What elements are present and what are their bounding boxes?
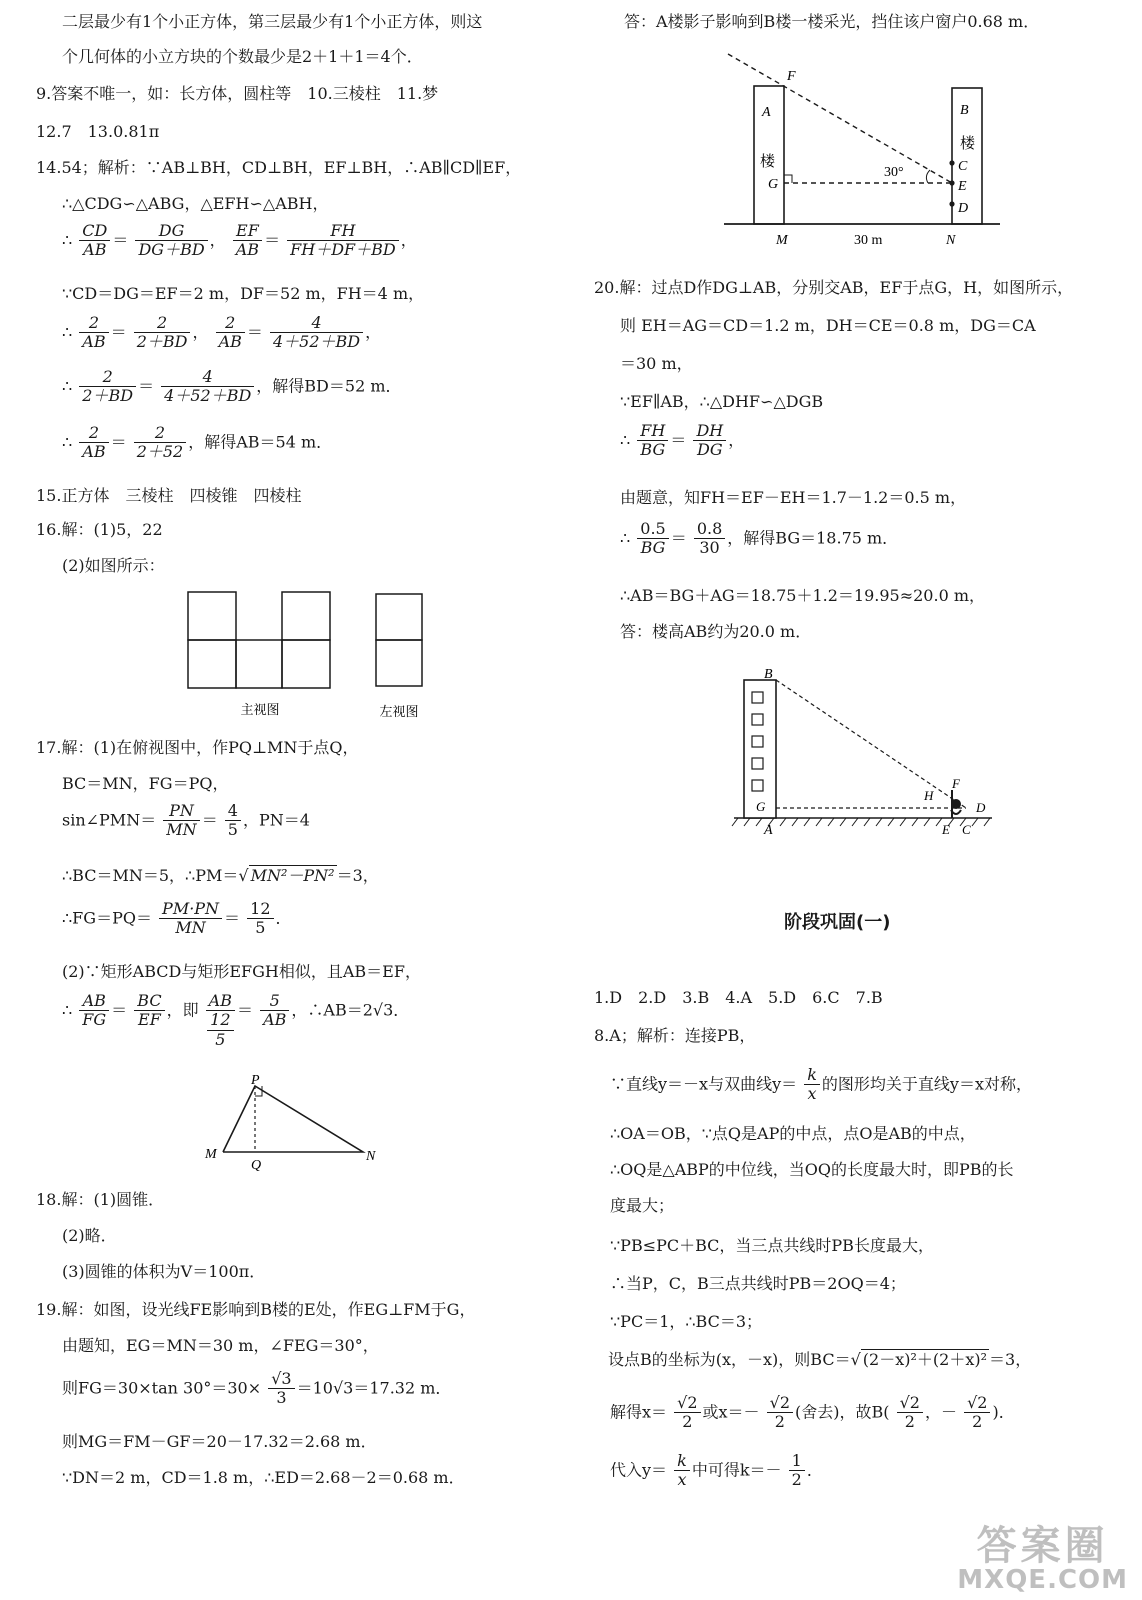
fraction-numerator: FH (287, 222, 399, 241)
label-h: H (924, 788, 934, 803)
fraction-denominator: AB (82, 442, 106, 462)
fraction-denominator: AB (82, 332, 106, 352)
label-n: N (946, 233, 956, 248)
q20-line9: 答：楼高AB约为20.0 m． (620, 622, 812, 641)
front-view-square (282, 592, 330, 640)
fraction-numerator: 0.5 (637, 520, 668, 539)
fraction-numerator: k (674, 1452, 690, 1471)
fraction-denominator: FG (82, 1010, 107, 1030)
triangle-pmn (223, 1086, 363, 1152)
front-view-square (188, 592, 236, 640)
q20-line5: ∴ $\frac{FH}{BG}$ ＝ $\frac{DH}{DG}$ ， (620, 421, 745, 460)
fraction-denominator: 2＋BD (136, 332, 188, 352)
q19-line2: 由题知，EG＝MN＝30 m，∠FEG＝30°， (62, 1336, 379, 1355)
q8-line10-mid2: (舍去)，故B( (795, 1402, 890, 1422)
label-a: A (764, 823, 773, 838)
fraction-denominator: MN (166, 820, 197, 840)
fraction-numerator: CD (79, 222, 110, 241)
fraction-numerator: √2 (767, 1394, 793, 1413)
label-c: C (958, 159, 968, 174)
fraction-numerator: 4 (225, 802, 241, 821)
fraction-denominator: DG＋BD (138, 240, 205, 260)
q18-line3: (3)圆锥的体积为V＝100π． (62, 1262, 266, 1281)
right-angle-mark (784, 175, 792, 183)
radicand: (2－x)²＋(2＋x)² (862, 1350, 988, 1369)
q14-line3: ∴ $\frac{CD}{AB}$ ＝ $\frac{DG}{DG+BD}$ ， $\frac{EF}{AB}$ ＝ $\frac{FH}{FH+DF+BD}$ ， (62, 221, 417, 260)
watermark-url: MXQE.COM (957, 1564, 1128, 1595)
fraction-denominator: 5 (255, 918, 266, 938)
label-g: G (756, 799, 766, 814)
q17-line4-prefix: ∴BC＝MN＝5，∴PM＝ (62, 866, 239, 885)
q17-line4: ∴BC＝MN＝5，∴PM＝√ MN²－PN² ＝3， (62, 866, 379, 885)
front-view-square (282, 640, 330, 688)
side-view-label: 左视图 (379, 704, 419, 719)
watermark (957, 1522, 1128, 1595)
q19-line3-tail: ＝10√3＝17.32 m． (296, 1378, 452, 1398)
q17-line3-prefix: sin∠PMN＝ (62, 810, 157, 830)
q17-line3-tail: ，PN＝4 (242, 810, 310, 830)
fraction-numerator: 12 (247, 900, 273, 919)
fraction-denominator: AB (235, 240, 260, 260)
q8-solution-line6: ∵PB≤PC＋BC，当三点共线时PB长度最大， (610, 1236, 934, 1255)
q8-line9-tail: ＝3， (989, 1350, 1032, 1369)
q8-solution-line5: 度最大； (610, 1196, 675, 1215)
q17-line7-tail: ，∴AB＝2√3． (291, 1000, 410, 1020)
label-m: M (205, 1147, 217, 1162)
fraction-denominator: 2 (972, 1412, 983, 1432)
fraction-denominator: EF (138, 1010, 161, 1030)
fraction-numerator: 2 (79, 314, 108, 333)
point-d (949, 201, 954, 206)
q17-line6: (2)∵矩形ABCD与矩形EFGH相似，且AB＝EF， (62, 962, 421, 981)
fraction-numerator: EF (233, 222, 262, 241)
fraction-numerator: 2 (134, 314, 191, 333)
radicand: MN²－PN² (250, 866, 335, 885)
q18-line2: (2)略． (62, 1226, 117, 1245)
fraction-numerator: 4 (161, 368, 254, 387)
q20-line7: ∴ $\frac{0.5}{BG}$ ＝ $\frac{0.8}{30}$ ，解得BG＝18.75 m． (620, 519, 899, 558)
q8-line2-tail: 的图形均关于直线y＝x对称， (821, 1074, 1032, 1094)
q8-line2: 个几何体的小立方块的个数最少是2＋1＋1＝4个． (62, 47, 423, 66)
q20-line6: 由题意，知FH＝EF－EH＝1.7－1.2＝0.5 m， (620, 488, 967, 507)
fraction-denominator: 2 (904, 1412, 915, 1432)
q16-views-figure (180, 588, 440, 723)
q17-line7-mid: ，即 (166, 1000, 199, 1020)
front-view-square (236, 640, 282, 688)
q17-line5-prefix: ∴FG＝PQ＝ (62, 908, 152, 928)
fraction-denominator: AB (83, 240, 107, 260)
q20-line8: ∴AB＝BG＋AG＝18.75＋1.2＝19.95≈20.0 m， (620, 586, 986, 605)
q16-line2: (2)如图所示： (62, 556, 165, 575)
q8-solution-line3: ∴OA＝OB，∵点Q是AP的中点，点O是AB的中点， (610, 1124, 976, 1143)
label-a: A (762, 105, 771, 120)
q17-line4-tail: ＝3， (336, 866, 379, 885)
q14-line7: ∴ $\frac{2}{AB}$ ＝ $\frac{2}{2+52}$ ，解得AB＝54 m． (62, 423, 333, 462)
label-m: M (776, 233, 788, 248)
fraction-denominator: AB (263, 1010, 287, 1030)
fraction-numerator: 0.8 (694, 520, 725, 539)
q19-line3-prefix: 则FG＝30×tan 30°＝30× (62, 1378, 262, 1398)
q14-line2: ∴△CDG∽△ABG，△EFH∽△ABH， (62, 194, 329, 213)
fraction-numerator: BC (134, 992, 164, 1011)
fraction-denominator: BG (640, 440, 666, 460)
fraction-denominator: 30 (699, 538, 720, 558)
fraction-denominator: 2 (791, 1470, 802, 1490)
q20-building-figure (730, 664, 1000, 844)
label-g: G (768, 177, 779, 192)
side-view-square (376, 594, 422, 640)
q8-line10-tail: )． (992, 1402, 1015, 1422)
label-f: F (787, 69, 796, 84)
q19-line5: ∵DN＝2 m，CD＝1.8 m，∴ED＝2.68－2＝0.68 m． (62, 1468, 465, 1487)
fraction-denominator: 2＋BD (82, 386, 134, 406)
fraction-denominator: x (807, 1084, 817, 1104)
fraction-denominator: 2 (774, 1412, 785, 1432)
side-view-square (376, 640, 422, 686)
fraction-numerator: √2 (674, 1394, 700, 1413)
fraction-numerator: AB (79, 992, 109, 1011)
multiple-choice-answers: 1.D 2.D 3.B 4.A 5.D 6.C 7.B (594, 988, 883, 1007)
q17-line2: BC＝MN，FG＝PQ， (62, 774, 229, 793)
building-ab (744, 680, 776, 818)
fraction-denominator: 4＋52＋BD (164, 386, 252, 406)
fraction-numerator: DH (693, 422, 726, 441)
fraction-numerator: AB (206, 992, 235, 1011)
q8-line2-prefix: ∵直线y＝－x与双曲线y＝ (610, 1074, 798, 1094)
front-view-square (188, 640, 236, 688)
fraction-denominator: AB (218, 332, 242, 352)
q8-solution-line1: 8.A；解析：连接PB， (594, 1026, 756, 1045)
q8-solution-line8: ∵PC＝1，∴BC＝3； (610, 1312, 763, 1331)
fraction-numerator: √3 (268, 1370, 294, 1389)
label-lou-a: 楼 (760, 154, 776, 170)
q19-line4: 则MG＝FM－GF＝20－17.32＝2.68 m． (62, 1432, 377, 1451)
fraction-denominator: x (677, 1470, 687, 1490)
fraction-numerator: FH (637, 422, 668, 441)
q20-line1: 20.解：过点D作DG⊥AB，分别交AB，EF于点G，H，如图所示， (594, 278, 1074, 297)
fraction-denominator: 2 (682, 1412, 693, 1432)
q8-line11-mid: 中可得k＝－ (691, 1460, 782, 1480)
label-p: P (251, 1073, 260, 1088)
label-distance: 30 m (854, 233, 883, 248)
q8-solution-line11: 代入y＝ $\frac{k}{x}$ 中可得k＝－ $\frac{1}{2}$ ． (610, 1451, 823, 1490)
label-angle: 30° (884, 165, 904, 180)
q14-line7-tail: ，解得AB＝54 m． (188, 432, 333, 452)
label-e: E (942, 822, 950, 837)
fraction-numerator: 2 (216, 314, 245, 333)
q14-line1: 14.54；解析：∵AB⊥BH，CD⊥BH，EF⊥BH，∴AB∥CD∥EF， (36, 158, 522, 177)
fraction-denominator: 2＋52 (136, 442, 184, 462)
label-f: F (952, 776, 960, 791)
label-e: E (958, 179, 967, 194)
q14-line6-tail: ，解得BD＝52 m． (256, 376, 402, 396)
fraction-denominator: DG (697, 440, 723, 460)
fraction-denominator: MN (175, 918, 206, 938)
section-title: 阶段巩固(一) (784, 912, 891, 933)
fraction-numerator: 4 (270, 314, 363, 333)
q8-line10-mid3: ，－ (924, 1402, 957, 1422)
fraction-numerator: 2 (134, 424, 187, 443)
fraction-denominator: 5 (215, 1029, 226, 1049)
fraction-numerator: 1 (789, 1452, 805, 1471)
fraction-numerator: √2 (964, 1394, 990, 1413)
fraction-denominator: FH＋DF＋BD (290, 240, 396, 260)
q8-solution-line10 (610, 1394, 1015, 1432)
q8-line9-prefix: 设点B的坐标为(x，－x)，则BC＝ (608, 1350, 851, 1369)
q14-line4: ∵CD＝DG＝EF＝2 m，DF＝52 m，FH＝4 m， (62, 284, 425, 303)
label-d: D (976, 800, 986, 815)
label-q: Q (251, 1158, 262, 1172)
q8-solution-line7: ∴当P，C，B三点共线时PB＝2OQ＝4； (610, 1274, 906, 1293)
q20-line3: ＝30 m， (620, 354, 693, 373)
q17-triangle-figure (195, 1072, 395, 1172)
label-d: D (958, 201, 969, 216)
observer-icon (951, 810, 961, 814)
q14-line5: ∴ $\frac{2}{AB}$ ＝ $\frac{2}{2+BD}$ ， $\frac{2}{AB}$ ＝ $\frac{4}{4+52+BD}$ ， (62, 313, 382, 352)
label-b: B (764, 667, 773, 682)
q17-line5: ∴FG＝PQ＝ $\frac{PM\cdot PN}{MN}$ ＝ $\frac{12}{5}$ ． (62, 899, 292, 938)
q15-answer: 15.正方体 三棱柱 四棱锥 四棱柱 (36, 486, 302, 505)
fraction-denominator: 3 (276, 1388, 287, 1408)
point-e (949, 180, 954, 185)
watermark-logo: 答案圈 (976, 1522, 1109, 1569)
q20-line4: ∵EF∥AB，∴△DHF∽△DGB (620, 392, 824, 411)
q19-line3 (62, 1370, 451, 1408)
fraction-numerator: 12 (207, 1011, 233, 1030)
q16-line1: 16.解：(1)5，22 (36, 520, 163, 539)
label-n: N (366, 1149, 376, 1164)
fraction-numerator: √2 (897, 1394, 923, 1413)
q8-solution-line2 (610, 1066, 1032, 1104)
fraction-numerator: PN (163, 802, 199, 821)
fraction-denominator: BG (640, 538, 666, 558)
observer-icon (951, 799, 961, 809)
q17-line3: sin∠PMN＝ $\frac{PN}{MN}$ ＝ $\frac{4}{5}$ ，PN＝4 (62, 801, 310, 840)
fraction-numerator: 5 (260, 992, 289, 1011)
fraction-denominator: 5 (227, 820, 238, 840)
label-lou-b: 楼 (960, 136, 976, 152)
q19-buildings-figure (718, 48, 1018, 258)
point-c (949, 160, 954, 165)
q8-solution-line4: ∴OQ是△ABP的中位线，当OQ的长度最大时，即PB的长 (610, 1160, 1014, 1179)
fraction-numerator: 2 (79, 424, 108, 443)
label-b: B (960, 103, 969, 118)
fraction-numerator: k (804, 1066, 820, 1085)
label-c: C (962, 822, 971, 837)
q17-line1: 17.解：(1)在俯视图中，作PQ⊥MN于点Q， (36, 738, 359, 757)
angle-arc (926, 170, 930, 183)
front-view-label: 主视图 (240, 702, 280, 717)
q19-line1: 19.解：如图，设光线FE影响到B楼的E处，作EG⊥FM于G， (36, 1300, 476, 1319)
fraction-numerator: DG (135, 222, 207, 241)
fraction-numerator: 2 (79, 368, 136, 387)
sight-line-db (776, 680, 966, 808)
fraction-denominator: 4＋52＋BD (272, 332, 361, 352)
q19-answer: 答：A楼影子影响到B楼一楼采光，挡住该户窗户0.68 m． (624, 12, 1040, 31)
q20-line7-tail: ，解得BG＝18.75 m． (727, 528, 899, 548)
q8-line11-prefix: 代入y＝ (610, 1460, 668, 1480)
q17-line7: ∴ $\frac{AB}{FG}$ ＝ $\frac{BC}{EF}$ ，即 $\frac{AB}{\frac{12}{5}}$ ＝ $\frac{5}{AB}$ ，∴AB＝2√3． (62, 991, 410, 1049)
q18-line1: 18.解：(1)圆锥． (36, 1190, 165, 1209)
q8-line10-prefix: 解得x＝ (610, 1402, 668, 1422)
q8-line1: 二层最少有1个小正方体，第三层最少有1个小正方体，则这 (62, 12, 483, 31)
q8-line10-mid: 或x＝－ (702, 1402, 760, 1422)
q8-solution-line9: 设点B的坐标为(x，－x)，则BC＝√ (2－x)²＋(2＋x)² ＝3， (608, 1350, 1032, 1369)
q9-11-answers: 9.答案不唯一，如：长方体，圆柱等 10.三棱柱 11.梦 (36, 84, 439, 103)
fraction-numerator: PM·PN (159, 900, 222, 919)
q14-line6: ∴ $\frac{2}{2+BD}$ ＝ $\frac{4}{4+52+BD}$ ，解得BD＝52 m． (62, 367, 402, 406)
q12-13-answers: 12.7 13.0.81π (36, 122, 160, 141)
q20-line2: 则 EH＝AG＝CD＝1.2 m，DH＝CE＝0.8 m，DG＝CA (620, 316, 1036, 335)
